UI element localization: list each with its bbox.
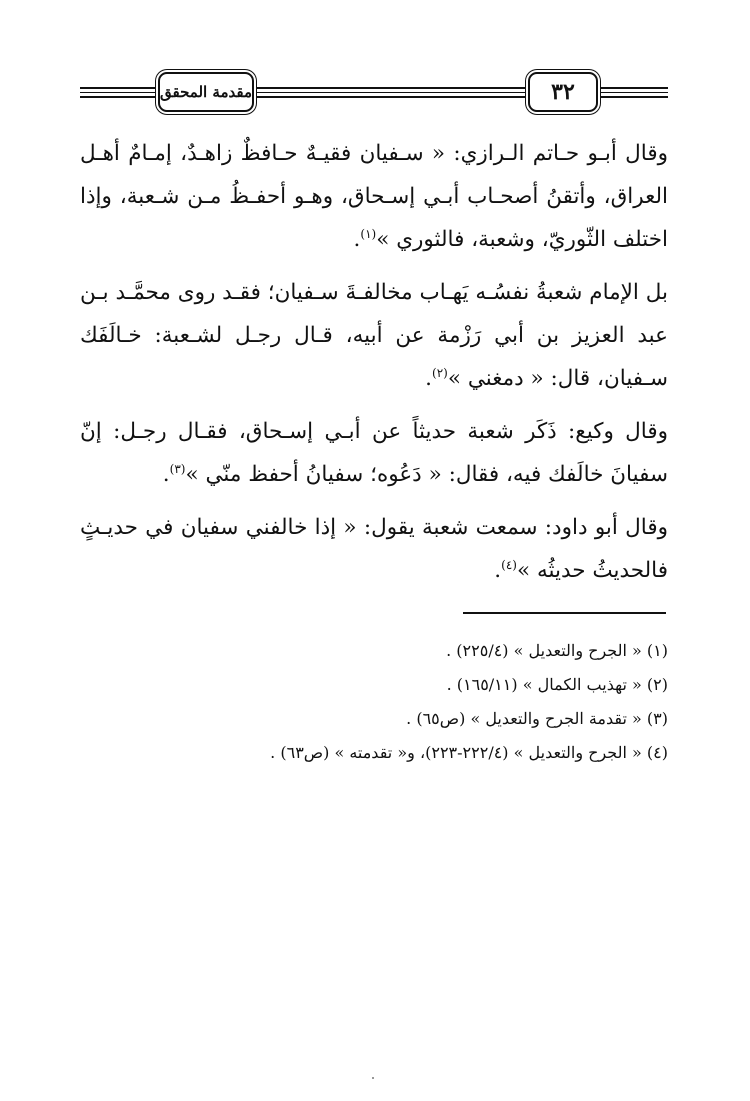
paragraph bbox=[80, 132, 668, 261]
paragraph bbox=[80, 506, 668, 592]
page-number: ٣٢ bbox=[528, 72, 598, 112]
footnote-separator bbox=[463, 612, 666, 614]
section-title: مقدمة المحقق bbox=[158, 72, 254, 112]
main-text bbox=[80, 132, 668, 602]
footnote: (١) « الجرح والتعديل » (٢٢٥/٤) . bbox=[446, 641, 668, 660]
paragraph-end: . bbox=[494, 558, 502, 583]
paragraph-text: وقال أبو داود: سمعت شعبة يقول: « إذا خالفني سفيان في حديـثٍ فالحديثُ حديثُه » bbox=[80, 515, 668, 583]
footnote: (٤) « الجرح والتعديل » (٢٢٢/٤-٢٢٣)، و« تقدمته » (ص٦٣) . bbox=[270, 743, 668, 762]
paragraph bbox=[80, 410, 668, 496]
paragraph-text: وقال أبـو حـاتم الـرازي: « سـفيان فقيـهٌ حـافظٌ زاهـدٌ، إمـامٌ أهـل العراق، وأتقنُ أصحـاب أبـي إسـحاق، وهـو أحفـظُ مـن شـعبة، وإذا اختلف الثّوريّ، وشعبة، فالثوري » bbox=[80, 141, 668, 252]
page-header bbox=[80, 70, 668, 114]
paragraph bbox=[80, 271, 668, 400]
scan-speck bbox=[372, 1077, 374, 1079]
paragraph-text: وقال وكيع: ذَكَر شعبة حديثاً عن أبـي إسـحاق، فقـال رجـل: إنّ سفيانَ خالَفك فيه، فقال: « دَعُوه؛ سفيانُ أحفظ منّي » bbox=[80, 419, 668, 487]
footnote-ref: (١) bbox=[360, 226, 377, 241]
footnote-ref: (٣) bbox=[169, 461, 186, 476]
paragraph-text: بل الإمام شعبةُ نفسُـه يَهـاب مخالفـةَ سـفيان؛ فقـد روى محمَّـد بـن عبد العزيز بن أبي رَزْمة عن أبيه، قـال رجـل لشـعبة: خـالَفَك سـفيان، قال: « دمغني » bbox=[80, 280, 668, 391]
footnote: (٢) « تهذيب الكمال » (١٦٥/١١) . bbox=[446, 675, 668, 694]
footnote-ref: (٢) bbox=[432, 365, 448, 380]
footnote-ref: (٤) bbox=[501, 557, 517, 572]
footnote: (٣) « تقدمة الجرح والتعديل » (ص٦٥) . bbox=[406, 709, 668, 728]
paragraph-end: . bbox=[162, 462, 170, 487]
paragraph-end: . bbox=[353, 227, 361, 252]
paragraph-end: . bbox=[425, 366, 432, 391]
footnotes bbox=[80, 634, 668, 770]
